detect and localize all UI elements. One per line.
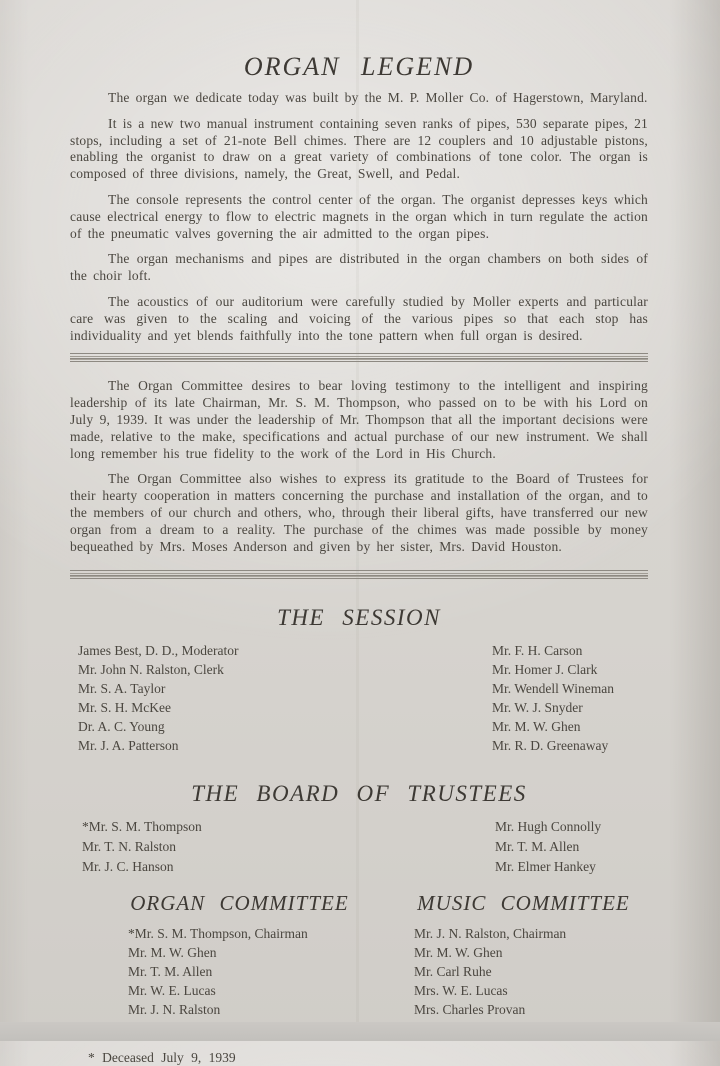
- double-rule-divider: [70, 353, 648, 362]
- page-bottom-edge: [0, 1022, 720, 1041]
- session-member: James Best, D. D., Moderator: [78, 643, 239, 659]
- trustee-member: *Mr. S. M. Thompson: [82, 819, 202, 835]
- committee-member: Mr. M. W. Ghen: [128, 945, 217, 961]
- session-member: Mr. S. H. McKee: [78, 700, 171, 716]
- trustee-member: Mr. Hugh Connolly: [495, 819, 602, 835]
- committee-member: *Mr. S. M. Thompson, Chairman: [128, 926, 308, 942]
- session-member: Mr. Homer J. Clark: [492, 662, 598, 678]
- session-columns: [70, 641, 648, 755]
- trustees-left-column: [82, 817, 495, 877]
- trustees-columns: [70, 817, 648, 877]
- session-right-column: [492, 641, 614, 755]
- trustee-member: Mr. T. M. Allen: [495, 839, 580, 855]
- organ-committee-heading: ORGAN COMMITTEE: [130, 891, 349, 916]
- trustee-member: Mr. J. C. Hanson: [82, 859, 174, 875]
- session-member: Mr. S. A. Taylor: [78, 681, 166, 697]
- organ-legend-paragraph: The organ mechanisms and pipes are distributed in the organ chambers on both sides of the choir loft.: [70, 251, 648, 284]
- organ-legend-paragraph: The console represents the control center of the organ. The organist depresses keys which cause electrical energy to flow to electric magnets in the organ which in turn regulate the action of the pneumatic valves governing the air admitted to the organ pipes.: [70, 191, 648, 241]
- session-member: Mr. R. D. Greenaway: [492, 738, 609, 754]
- trustees-right-column: [495, 817, 601, 877]
- session-member: Mr. W. J. Snyder: [492, 700, 583, 716]
- organ-legend-paragraph: The acoustics of our auditorium were carefully studied by Moller experts and particular care was given to the scaling and voicing of the various pipes so that each stop has individuality and yet blends faithfully into the tone pattern when full organ is desired.: [70, 293, 648, 343]
- committee-member: Mr. T. M. Allen: [128, 964, 213, 980]
- organ-committee: [100, 891, 379, 1038]
- committee-member: Mr. J. N. Ralston: [128, 1002, 221, 1018]
- session-member: Mr. F. H. Carson: [492, 643, 583, 659]
- session-left-column: [78, 641, 492, 755]
- organ-legend-paragraph: It is a new two manual instrument containing seven ranks of pipes, 530 separate pipes, 21 stops, including a set of 21-note Bell chimes. There are 12 couplers and 10 adjustable pistons, enabling the organist to draw on a great variety of combinations of tone color. The organ is composed of three divisions, namely, the Great, Swell, and Pedal.: [70, 115, 648, 182]
- music-committee: [399, 891, 648, 1038]
- double-rule-divider: [70, 570, 648, 579]
- trustee-member: Mr. Elmer Hankey: [495, 859, 596, 875]
- document-page: [70, 0, 648, 1066]
- tribute-paragraph: The Organ Committee desires to bear loving testimony to the intelligent and inspiring leadership of its late Chairman, Mr. S. M. Thompson, who passed on to be with his Lord on July 9, 1939. It was under the leadership of Mr. Thompson that all the important decisions were made, relative to the make, specifications and actual purchase of our new instrument. We shall long remember his true fidelity to the work of the Lord in His Church.: [70, 378, 648, 461]
- committee-member: Mr. W. E. Lucas: [128, 983, 216, 999]
- committee-member: Mrs. W. E. Lucas: [413, 983, 508, 999]
- organ-committee-list: [100, 924, 379, 1019]
- committee-member: Mr. M. W. Ghen: [413, 945, 503, 961]
- trustees-heading: THE BOARD OF TRUSTEES: [191, 781, 527, 807]
- session-member: Mr. Wendell Wineman: [492, 681, 614, 697]
- deceased-footnote: * Deceased July 9, 1939: [88, 1050, 236, 1066]
- session-member: Mr. M. W. Ghen: [492, 719, 581, 735]
- committee-member: Mr. Carl Ruhe: [413, 964, 492, 980]
- session-heading: THE SESSION: [277, 605, 441, 631]
- organ-legend-paragraph: The organ we dedicate today was built by the M. P. Moller Co. of Hagerstown, Maryland.: [108, 90, 648, 105]
- committee-member: Mrs. Charles Provan: [413, 1002, 526, 1018]
- session-member: Mr. J. A. Patterson: [78, 738, 179, 754]
- music-committee-heading: MUSIC COMMITTEE: [417, 891, 630, 916]
- trustee-member: Mr. T. N. Ralston: [82, 839, 177, 855]
- session-member: Dr. A. C. Young: [78, 719, 165, 735]
- session-member: Mr. John N. Ralston, Clerk: [78, 662, 224, 678]
- committee-member: Mr. J. N. Ralston, Chairman: [413, 926, 567, 942]
- page-title: ORGAN LEGEND: [243, 52, 475, 81]
- tribute-paragraph: The Organ Committee also wishes to express its gratitude to the Board of Trustees for their hearty cooperation in matters concerning the purchase and installation of the organ, and to the members of our church and others, who, through their liberal gifts, have transferred our new organ from a dream to a reality. The purchase of the chimes was made possible by money bequeathed by Mrs. Moses Anderson and given by her sister, Mrs. David Houston.: [70, 471, 648, 554]
- committees-section: [70, 891, 648, 1038]
